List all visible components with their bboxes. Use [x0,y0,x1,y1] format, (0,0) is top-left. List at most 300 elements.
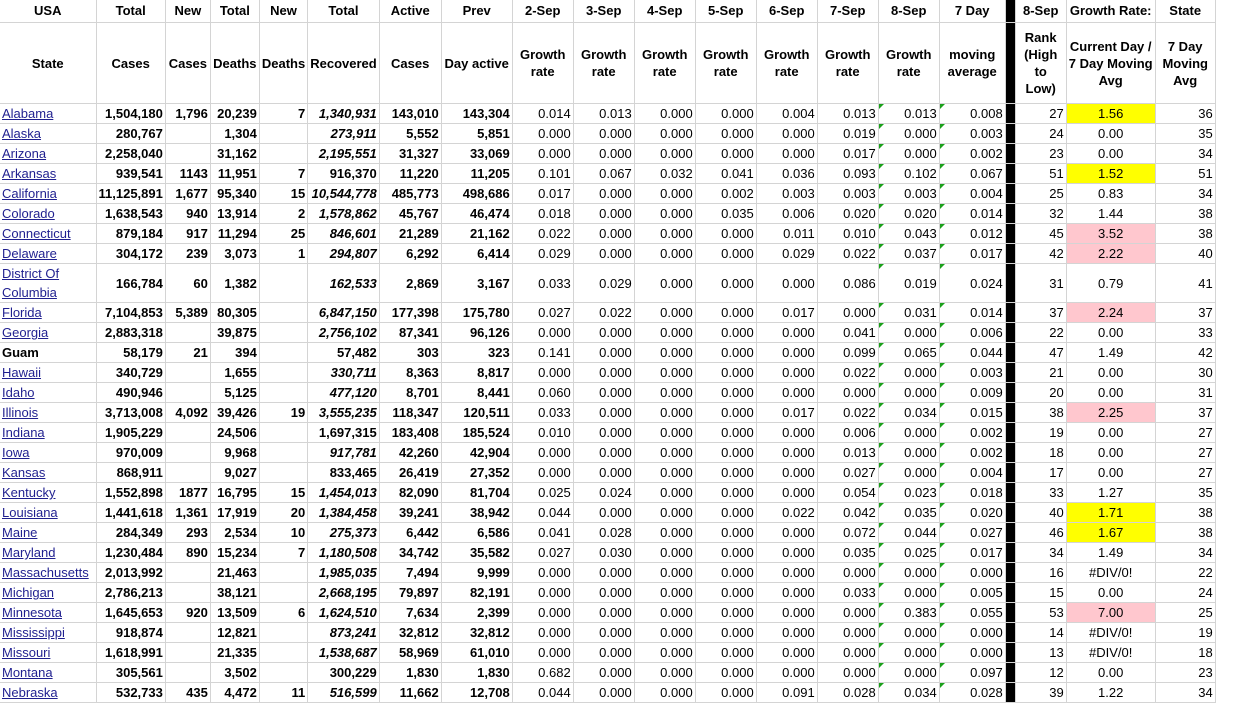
prev-active-cell[interactable]: 32,812 [441,623,512,643]
rank-cell[interactable]: 32 [1015,204,1066,224]
state-link[interactable]: Missouri [0,643,96,663]
new-cases-cell[interactable]: 435 [165,683,210,703]
growth-rate-cell[interactable]: 0.036 [756,164,817,184]
growth-rate-cell[interactable]: 0.000 [878,663,939,683]
total-deaths-cell[interactable]: 1,655 [210,363,259,383]
new-cases-cell[interactable]: 890 [165,543,210,563]
state-link[interactable]: District Of Columbia [0,264,96,303]
growth-rate-cell[interactable]: 0.000 [634,343,695,363]
new-deaths-cell[interactable]: 15 [259,184,307,204]
new-cases-cell[interactable]: 1,361 [165,503,210,523]
growth-rate-cell[interactable]: 0.043 [878,224,939,244]
header-cell[interactable]: Total [210,0,259,23]
new-deaths-cell[interactable]: 2 [259,204,307,224]
header-cell[interactable]: State [1155,0,1215,23]
growth-rate-cell[interactable]: 0.011 [756,224,817,244]
header-cell[interactable]: Growth rate [817,23,878,104]
growth-rate-cell[interactable]: 0.000 [756,623,817,643]
growth-rate-cell[interactable]: 0.019 [817,124,878,144]
active-cases-cell[interactable]: 34,742 [379,543,441,563]
growth-rate-cell[interactable]: 0.035 [695,204,756,224]
ratio-cell[interactable]: 1.27 [1066,483,1155,503]
recovered-cell[interactable]: 300,229 [308,663,379,683]
rank-cell[interactable]: 24 [1015,124,1066,144]
moving-average-cell[interactable]: 0.002 [939,144,1005,164]
growth-rate-cell[interactable]: 0.044 [878,523,939,543]
state-avg-cell[interactable]: 38 [1155,503,1215,523]
growth-rate-cell[interactable]: 0.000 [817,303,878,323]
growth-rate-cell[interactable]: 0.000 [695,643,756,663]
prev-active-cell[interactable]: 1,830 [441,663,512,683]
total-cases-cell[interactable]: 2,013,992 [96,563,165,583]
growth-rate-cell[interactable]: 0.042 [817,503,878,523]
ratio-cell[interactable]: #DIV/0! [1066,643,1155,663]
growth-rate-cell[interactable]: 0.000 [756,563,817,583]
recovered-cell[interactable]: 1,697,315 [308,423,379,443]
prev-active-cell[interactable]: 498,686 [441,184,512,204]
total-cases-cell[interactable]: 1,552,898 [96,483,165,503]
active-cases-cell[interactable]: 485,773 [379,184,441,204]
total-cases-cell[interactable]: 2,258,040 [96,144,165,164]
growth-rate-cell[interactable]: 0.010 [512,423,573,443]
rank-cell[interactable]: 12 [1015,663,1066,683]
moving-average-cell[interactable]: 0.003 [939,363,1005,383]
growth-rate-cell[interactable]: 0.027 [817,463,878,483]
prev-active-cell[interactable]: 120,511 [441,403,512,423]
growth-rate-cell[interactable]: 0.383 [878,603,939,623]
new-cases-cell[interactable] [165,663,210,683]
growth-rate-cell[interactable]: 0.044 [512,503,573,523]
growth-rate-cell[interactable]: 0.000 [573,224,634,244]
new-cases-cell[interactable] [165,124,210,144]
new-cases-cell[interactable]: 21 [165,343,210,363]
rank-cell[interactable]: 53 [1015,603,1066,623]
state-link[interactable]: Hawaii [0,363,96,383]
state-avg-cell[interactable]: 41 [1155,264,1215,303]
growth-rate-cell[interactable]: 0.000 [695,503,756,523]
new-deaths-cell[interactable]: 7 [259,164,307,184]
active-cases-cell[interactable]: 82,090 [379,483,441,503]
rank-cell[interactable]: 23 [1015,144,1066,164]
total-cases-cell[interactable]: 340,729 [96,363,165,383]
new-cases-cell[interactable]: 1143 [165,164,210,184]
ratio-cell[interactable]: 1.44 [1066,204,1155,224]
moving-average-cell[interactable]: 0.005 [939,583,1005,603]
growth-rate-cell[interactable]: 0.000 [817,603,878,623]
new-cases-cell[interactable]: 60 [165,264,210,303]
recovered-cell[interactable]: 1,578,862 [308,204,379,224]
header-cell[interactable]: 7-Sep [817,0,878,23]
new-cases-cell[interactable]: 1,796 [165,104,210,124]
growth-rate-cell[interactable]: 0.029 [573,264,634,303]
moving-average-cell[interactable]: 0.044 [939,343,1005,363]
growth-rate-cell[interactable]: 0.000 [756,343,817,363]
growth-rate-cell[interactable]: 0.000 [695,463,756,483]
growth-rate-cell[interactable]: 0.101 [512,164,573,184]
moving-average-cell[interactable]: 0.018 [939,483,1005,503]
growth-rate-cell[interactable]: 0.000 [756,323,817,343]
growth-rate-cell[interactable]: 0.000 [695,124,756,144]
growth-rate-cell[interactable]: 0.013 [817,104,878,124]
recovered-cell[interactable]: 57,482 [308,343,379,363]
new-deaths-cell[interactable]: 25 [259,224,307,244]
recovered-cell[interactable]: 846,601 [308,224,379,244]
new-deaths-cell[interactable] [259,144,307,164]
growth-rate-cell[interactable]: 0.017 [817,144,878,164]
growth-rate-cell[interactable]: 0.000 [695,423,756,443]
prev-active-cell[interactable]: 38,942 [441,503,512,523]
growth-rate-cell[interactable]: 0.000 [695,663,756,683]
growth-rate-cell[interactable]: 0.024 [573,483,634,503]
header-cell[interactable]: 5-Sep [695,0,756,23]
growth-rate-cell[interactable]: 0.000 [878,423,939,443]
recovered-cell[interactable]: 1,454,013 [308,483,379,503]
growth-rate-cell[interactable]: 0.000 [634,323,695,343]
new-deaths-cell[interactable] [259,583,307,603]
header-cell[interactable]: New [259,0,307,23]
total-cases-cell[interactable]: 305,561 [96,663,165,683]
growth-rate-cell[interactable]: 0.033 [817,583,878,603]
state-link[interactable]: Minnesota [0,603,96,623]
total-deaths-cell[interactable]: 9,968 [210,443,259,463]
growth-rate-cell[interactable]: 0.000 [756,643,817,663]
growth-rate-cell[interactable]: 0.000 [573,323,634,343]
growth-rate-cell[interactable]: 0.027 [512,303,573,323]
growth-rate-cell[interactable]: 0.067 [573,164,634,184]
active-cases-cell[interactable]: 79,897 [379,583,441,603]
total-deaths-cell[interactable]: 31,162 [210,144,259,164]
growth-rate-cell[interactable]: 0.000 [756,264,817,303]
header-cell[interactable]: Growth Rate: [1066,0,1155,23]
growth-rate-cell[interactable]: 0.000 [634,543,695,563]
header-cell[interactable]: Rank (High to Low) [1015,23,1066,104]
active-cases-cell[interactable]: 8,363 [379,363,441,383]
growth-rate-cell[interactable]: 0.020 [817,204,878,224]
active-cases-cell[interactable]: 1,830 [379,663,441,683]
state-avg-cell[interactable]: 27 [1155,443,1215,463]
growth-rate-cell[interactable]: 0.000 [573,363,634,383]
rank-cell[interactable]: 46 [1015,523,1066,543]
growth-rate-cell[interactable]: 0.000 [634,224,695,244]
active-cases-cell[interactable]: 32,812 [379,623,441,643]
state-link[interactable]: California [0,184,96,204]
active-cases-cell[interactable]: 177,398 [379,303,441,323]
state-avg-cell[interactable]: 38 [1155,523,1215,543]
total-cases-cell[interactable]: 166,784 [96,264,165,303]
new-deaths-cell[interactable] [259,363,307,383]
total-deaths-cell[interactable]: 5,125 [210,383,259,403]
new-deaths-cell[interactable]: 7 [259,543,307,563]
rank-cell[interactable]: 25 [1015,184,1066,204]
rank-cell[interactable]: 27 [1015,104,1066,124]
growth-rate-cell[interactable]: 0.006 [756,204,817,224]
growth-rate-cell[interactable]: 0.017 [756,403,817,423]
prev-active-cell[interactable]: 185,524 [441,423,512,443]
rank-cell[interactable]: 37 [1015,303,1066,323]
new-deaths-cell[interactable]: 11 [259,683,307,703]
moving-average-cell[interactable]: 0.000 [939,563,1005,583]
new-cases-cell[interactable] [165,383,210,403]
growth-rate-cell[interactable]: 0.141 [512,343,573,363]
rank-cell[interactable]: 17 [1015,463,1066,483]
growth-rate-cell[interactable]: 0.023 [878,483,939,503]
header-cell[interactable]: Day active [441,23,512,104]
growth-rate-cell[interactable]: 0.000 [756,423,817,443]
growth-rate-cell[interactable]: 0.099 [817,343,878,363]
header-cell[interactable]: 7 Day [939,0,1005,23]
growth-rate-cell[interactable]: 0.013 [817,443,878,463]
prev-active-cell[interactable]: 143,304 [441,104,512,124]
growth-rate-cell[interactable]: 0.000 [634,264,695,303]
growth-rate-cell[interactable]: 0.010 [817,224,878,244]
growth-rate-cell[interactable]: 0.000 [695,343,756,363]
growth-rate-cell[interactable]: 0.022 [512,224,573,244]
moving-average-cell[interactable]: 0.004 [939,463,1005,483]
growth-rate-cell[interactable]: 0.000 [695,683,756,703]
growth-rate-cell[interactable]: 0.000 [634,443,695,463]
growth-rate-cell[interactable]: 0.000 [573,423,634,443]
moving-average-cell[interactable]: 0.024 [939,264,1005,303]
growth-rate-cell[interactable]: 0.017 [756,303,817,323]
growth-rate-cell[interactable]: 0.000 [512,603,573,623]
growth-rate-cell[interactable]: 0.000 [573,663,634,683]
growth-rate-cell[interactable]: 0.000 [634,463,695,483]
growth-rate-cell[interactable]: 0.000 [756,663,817,683]
growth-rate-cell[interactable]: 0.031 [878,303,939,323]
prev-active-cell[interactable]: 3,167 [441,264,512,303]
total-deaths-cell[interactable]: 21,463 [210,563,259,583]
growth-rate-cell[interactable]: 0.000 [695,144,756,164]
recovered-cell[interactable]: 1,384,458 [308,503,379,523]
new-cases-cell[interactable]: 1877 [165,483,210,503]
moving-average-cell[interactable]: 0.006 [939,323,1005,343]
total-deaths-cell[interactable]: 1,382 [210,264,259,303]
active-cases-cell[interactable]: 118,347 [379,403,441,423]
growth-rate-cell[interactable]: 0.000 [573,124,634,144]
header-cell[interactable]: 2-Sep [512,0,573,23]
total-cases-cell[interactable]: 490,946 [96,383,165,403]
header-cell[interactable]: Growth rate [634,23,695,104]
moving-average-cell[interactable]: 0.003 [939,124,1005,144]
growth-rate-cell[interactable]: 0.000 [573,383,634,403]
new-cases-cell[interactable] [165,583,210,603]
state-link[interactable]: Florida [0,303,96,323]
growth-rate-cell[interactable]: 0.072 [817,523,878,543]
header-cell[interactable]: Active [379,0,441,23]
state-link[interactable]: Indiana [0,423,96,443]
state-avg-cell[interactable]: 35 [1155,124,1215,144]
state-link[interactable]: Georgia [0,323,96,343]
growth-rate-cell[interactable]: 0.000 [512,323,573,343]
total-cases-cell[interactable]: 304,172 [96,244,165,264]
growth-rate-cell[interactable]: 0.000 [634,363,695,383]
ratio-cell[interactable]: 0.00 [1066,323,1155,343]
rank-cell[interactable]: 20 [1015,383,1066,403]
new-cases-cell[interactable]: 920 [165,603,210,623]
active-cases-cell[interactable]: 45,767 [379,204,441,224]
header-cell[interactable]: Total [308,0,379,23]
active-cases-cell[interactable]: 87,341 [379,323,441,343]
state-avg-cell[interactable]: 27 [1155,463,1215,483]
growth-rate-cell[interactable]: 0.000 [573,144,634,164]
moving-average-cell[interactable]: 0.055 [939,603,1005,623]
new-cases-cell[interactable] [165,623,210,643]
growth-rate-cell[interactable]: 0.000 [573,683,634,703]
total-deaths-cell[interactable]: 21,335 [210,643,259,663]
growth-rate-cell[interactable]: 0.000 [756,363,817,383]
growth-rate-cell[interactable]: 0.025 [512,483,573,503]
growth-rate-cell[interactable]: 0.000 [634,204,695,224]
growth-rate-cell[interactable]: 0.065 [878,343,939,363]
growth-rate-cell[interactable]: 0.000 [695,543,756,563]
rank-cell[interactable]: 19 [1015,423,1066,443]
growth-rate-cell[interactable]: 0.000 [817,383,878,403]
growth-rate-cell[interactable]: 0.000 [634,663,695,683]
header-cell[interactable]: Growth rate [573,23,634,104]
state-avg-cell[interactable]: 22 [1155,563,1215,583]
growth-rate-cell[interactable]: 0.017 [512,184,573,204]
new-cases-cell[interactable] [165,363,210,383]
new-deaths-cell[interactable] [259,323,307,343]
active-cases-cell[interactable]: 5,552 [379,124,441,144]
active-cases-cell[interactable]: 183,408 [379,423,441,443]
growth-rate-cell[interactable]: 0.030 [573,543,634,563]
new-cases-cell[interactable]: 1,677 [165,184,210,204]
total-deaths-cell[interactable]: 16,795 [210,483,259,503]
growth-rate-cell[interactable]: 0.041 [695,164,756,184]
growth-rate-cell[interactable]: 0.000 [878,363,939,383]
moving-average-cell[interactable]: 0.020 [939,503,1005,523]
total-deaths-cell[interactable]: 20,239 [210,104,259,124]
header-cell[interactable]: 7 Day Moving Avg [1155,23,1215,104]
prev-active-cell[interactable]: 96,126 [441,323,512,343]
growth-rate-cell[interactable]: 0.000 [878,623,939,643]
moving-average-cell[interactable]: 0.000 [939,623,1005,643]
growth-rate-cell[interactable]: 0.013 [878,104,939,124]
state-link[interactable]: Massachusetts [0,563,96,583]
growth-rate-cell[interactable]: 0.003 [756,184,817,204]
header-cell[interactable]: USA [0,0,96,23]
state-avg-cell[interactable]: 19 [1155,623,1215,643]
divider-column[interactable] [1005,0,1015,23]
growth-rate-cell[interactable]: 0.000 [634,643,695,663]
ratio-cell[interactable]: 0.00 [1066,363,1155,383]
rank-cell[interactable]: 47 [1015,343,1066,363]
header-cell[interactable]: 3-Sep [573,0,634,23]
recovered-cell[interactable]: 162,533 [308,264,379,303]
moving-average-cell[interactable]: 0.000 [939,643,1005,663]
state-link[interactable]: Nebraska [0,683,96,703]
prev-active-cell[interactable]: 11,205 [441,164,512,184]
recovered-cell[interactable]: 833,465 [308,463,379,483]
state-avg-cell[interactable]: 34 [1155,184,1215,204]
rank-cell[interactable]: 18 [1015,443,1066,463]
ratio-cell[interactable]: 0.79 [1066,264,1155,303]
prev-active-cell[interactable]: 12,708 [441,683,512,703]
growth-rate-cell[interactable]: 0.000 [573,403,634,423]
prev-active-cell[interactable]: 82,191 [441,583,512,603]
state-avg-cell[interactable]: 34 [1155,543,1215,563]
rank-cell[interactable]: 34 [1015,543,1066,563]
moving-average-cell[interactable]: 0.015 [939,403,1005,423]
ratio-cell[interactable]: 1.22 [1066,683,1155,703]
new-cases-cell[interactable] [165,144,210,164]
recovered-cell[interactable]: 1,180,508 [308,543,379,563]
growth-rate-cell[interactable]: 0.000 [573,443,634,463]
total-deaths-cell[interactable]: 13,509 [210,603,259,623]
header-cell[interactable]: Recovered [308,23,379,104]
new-deaths-cell[interactable] [259,643,307,663]
prev-active-cell[interactable]: 175,780 [441,303,512,323]
total-cases-cell[interactable]: 918,874 [96,623,165,643]
growth-rate-cell[interactable]: 0.000 [634,503,695,523]
growth-rate-cell[interactable]: 0.000 [573,643,634,663]
growth-rate-cell[interactable]: 0.000 [695,383,756,403]
new-deaths-cell[interactable]: 7 [259,104,307,124]
state-link[interactable]: Maine [0,523,96,543]
state-link[interactable]: Arkansas [0,164,96,184]
header-cell[interactable]: Deaths [210,23,259,104]
growth-rate-cell[interactable]: 0.000 [634,184,695,204]
growth-rate-cell[interactable]: 0.000 [573,603,634,623]
moving-average-cell[interactable]: 0.028 [939,683,1005,703]
state-avg-cell[interactable]: 33 [1155,323,1215,343]
state-avg-cell[interactable]: 40 [1155,244,1215,264]
new-cases-cell[interactable]: 4,092 [165,403,210,423]
divider-column[interactable] [1005,23,1015,104]
state-link[interactable]: Guam [0,343,96,363]
growth-rate-cell[interactable]: 0.000 [573,244,634,264]
growth-rate-cell[interactable]: 0.000 [878,124,939,144]
growth-rate-cell[interactable]: 0.034 [878,683,939,703]
new-deaths-cell[interactable]: 19 [259,403,307,423]
growth-rate-cell[interactable]: 0.000 [695,224,756,244]
prev-active-cell[interactable]: 81,704 [441,483,512,503]
new-cases-cell[interactable] [165,423,210,443]
growth-rate-cell[interactable]: 0.044 [512,683,573,703]
state-link[interactable]: Louisiana [0,503,96,523]
total-cases-cell[interactable]: 11,125,891 [96,184,165,204]
moving-average-cell[interactable]: 0.008 [939,104,1005,124]
growth-rate-cell[interactable]: 0.000 [878,643,939,663]
header-cell[interactable]: 8-Sep [878,0,939,23]
moving-average-cell[interactable]: 0.014 [939,303,1005,323]
total-cases-cell[interactable]: 1,618,991 [96,643,165,663]
prev-active-cell[interactable]: 46,474 [441,204,512,224]
new-cases-cell[interactable] [165,323,210,343]
total-cases-cell[interactable]: 2,786,213 [96,583,165,603]
rank-cell[interactable]: 31 [1015,264,1066,303]
growth-rate-cell[interactable]: 0.000 [634,483,695,503]
growth-rate-cell[interactable]: 0.000 [878,443,939,463]
growth-rate-cell[interactable]: 0.035 [878,503,939,523]
growth-rate-cell[interactable]: 0.003 [878,184,939,204]
growth-rate-cell[interactable]: 0.000 [634,523,695,543]
growth-rate-cell[interactable]: 0.000 [573,184,634,204]
active-cases-cell[interactable]: 143,010 [379,104,441,124]
ratio-cell[interactable]: 1.52 [1066,164,1155,184]
ratio-cell[interactable]: 3.52 [1066,224,1155,244]
growth-rate-cell[interactable]: 0.000 [695,483,756,503]
ratio-cell[interactable]: 0.00 [1066,443,1155,463]
growth-rate-cell[interactable]: 0.000 [634,403,695,423]
active-cases-cell[interactable]: 26,419 [379,463,441,483]
growth-rate-cell[interactable]: 0.000 [573,204,634,224]
growth-rate-cell[interactable]: 0.033 [512,264,573,303]
state-link[interactable]: Alabama [0,104,96,124]
new-deaths-cell[interactable]: 10 [259,523,307,543]
growth-rate-cell[interactable]: 0.000 [634,623,695,643]
